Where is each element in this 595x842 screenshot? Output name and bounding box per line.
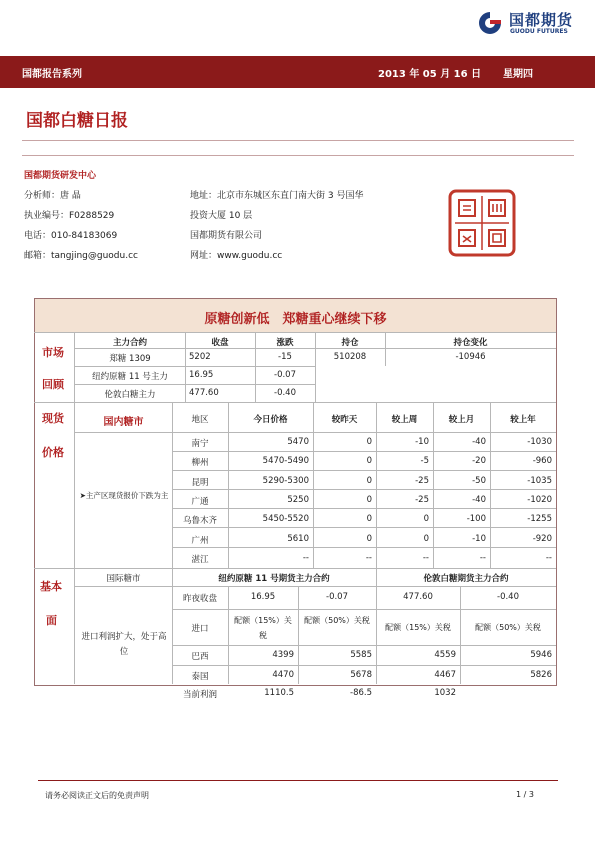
section-fund-a: 基本 [40, 580, 62, 593]
report-weekday: 星期四 [503, 69, 533, 80]
divider [22, 140, 574, 141]
market-header-close: 收盘 [211, 338, 229, 348]
page-number: 1 / 3 [516, 790, 534, 799]
grid-line [75, 586, 556, 587]
page-title: 国都白糖日报 [26, 111, 128, 131]
grid-line [34, 332, 556, 333]
grid-line [172, 451, 556, 452]
grid-line [172, 508, 556, 509]
spot-cell: 0 [366, 475, 372, 486]
fund-cell: 1110.5 [264, 688, 294, 698]
market-cell: 510208 [333, 352, 367, 362]
spot-region: 乌鲁木齐 [182, 516, 217, 527]
fund-cell: 4467 [434, 670, 456, 680]
footer-rule [38, 780, 558, 781]
grid-line [34, 402, 556, 403]
market-cell: -0.07 [274, 370, 296, 380]
grid-line [75, 384, 315, 385]
fund-cell: 1032 [434, 688, 456, 698]
license-number: 执业编号：F0288529 [24, 211, 115, 221]
market-header-oi: 持仓 [341, 338, 359, 348]
brand-logo [476, 8, 588, 38]
spot-cell: 5610 [287, 533, 309, 544]
market-cell: 477.60 [189, 388, 219, 398]
grid-line [34, 568, 556, 569]
fund-cell: 4399 [272, 650, 294, 660]
divider [22, 155, 574, 156]
grid-line [172, 527, 556, 528]
guodu-logo-icon [476, 10, 504, 36]
fund-row-label: 泰国 [191, 672, 209, 682]
grid-line [172, 547, 556, 548]
spot-header-price: 今日价格 [253, 415, 288, 425]
spot-cell: -1035 [527, 475, 552, 486]
spot-cell: -- [302, 552, 309, 563]
spot-region: 广州 [191, 535, 209, 546]
address-line-2: 投资大厦 10 层 [190, 211, 253, 221]
spot-cell: -50 [472, 475, 486, 486]
fund-cell: 5678 [350, 670, 372, 680]
website[interactable]: 网址：www.guodu.cc [190, 251, 283, 261]
spot-cell: -1030 [527, 437, 552, 447]
spot-region: 昆明 [191, 477, 209, 488]
research-center: 国都期货研发中心 [24, 171, 97, 181]
section-market-b: 回顾 [42, 378, 64, 391]
spot-region: 柳州 [191, 458, 209, 469]
section-market-a: 市场 [42, 346, 64, 359]
fund-row-label: 当前利润 [182, 690, 217, 700]
spot-cell: -- [545, 552, 552, 563]
market-cell: -0.40 [274, 388, 296, 398]
spot-cell: -25 [415, 494, 429, 505]
spot-cell: 5290-5300 [262, 475, 309, 486]
spot-header-region: 地区 [191, 415, 209, 425]
grid-line [172, 645, 556, 646]
intl-market-label: 国际糖市 [106, 574, 141, 584]
import-profit-note: 进口利润扩大，处于高位 [81, 632, 167, 657]
market-cell: 伦敦白糖主力 [104, 390, 156, 400]
spot-cell: 5450-5520 [262, 514, 309, 525]
spot-cell: -5 [420, 456, 429, 467]
grid-line [172, 470, 556, 471]
address-line-1: 地址：北京市东城区东直门南大街 3 号国华 [190, 191, 364, 201]
market-header-oi-change: 持仓变化 [453, 338, 488, 348]
report-series: 国都报告系列 [22, 69, 82, 80]
spot-cell: 0 [366, 514, 372, 525]
spot-cell: -960 [532, 456, 552, 467]
spot-cell: -10 [415, 437, 429, 447]
fund-cell: 5946 [530, 650, 552, 660]
fund-cell: 477.60 [403, 592, 433, 602]
spot-region: 湛江 [191, 554, 209, 565]
quota-50-label: 配额（50%）关税 [304, 616, 370, 625]
grid-line [75, 432, 556, 433]
spot-region: 南宁 [191, 439, 209, 449]
spot-header-vs-month: 较上月 [448, 415, 475, 425]
section-spot-b: 价格 [42, 446, 64, 459]
section-fund-b: 面 [46, 614, 57, 627]
email[interactable]: 邮箱：tangjing@guodu.cc [24, 251, 138, 261]
quota-50-label-ldn: 配额（50%）关税 [475, 623, 541, 632]
spot-cell: 0 [423, 533, 429, 544]
spot-cell: 0 [366, 494, 372, 505]
market-cell: 5202 [189, 352, 211, 362]
section-spot-a: 现货 [42, 412, 64, 425]
spot-cell: -- [365, 552, 372, 563]
brand-name-cn: 国都期货 [509, 11, 574, 29]
spot-cell: 0 [366, 437, 372, 447]
grid-line [172, 665, 556, 666]
spot-cell: 5470-5490 [262, 456, 309, 467]
ny-sugar-title: 纽约原糖 11 号期货主力合约 [218, 574, 330, 584]
fund-cell: 16.95 [250, 592, 276, 602]
spot-cell: -920 [532, 533, 552, 544]
disclaimer-link[interactable]: 请务必阅读正文后的免责声明 [45, 791, 149, 800]
spot-cell: -20 [472, 456, 486, 467]
spot-header-vs-week: 较上周 [391, 415, 418, 425]
headline: 原糖创新低 郑糖重心继续下移 [204, 312, 387, 327]
spot-cell: -40 [472, 494, 486, 505]
fund-cell: 4559 [434, 650, 456, 660]
grid-line [172, 609, 556, 610]
report-date: 2013 年 05 月 16 日 [378, 69, 482, 80]
london-sugar-title: 伦敦白糖期货主力合约 [423, 574, 509, 584]
spot-cell: -1255 [527, 514, 552, 525]
import-label: 进口 [191, 624, 209, 634]
fund-cell: 5585 [350, 650, 372, 660]
analyst: 分析师：唐 晶 [24, 191, 81, 201]
spot-cell: -1020 [527, 494, 552, 505]
spot-cell: -40 [472, 437, 486, 447]
fund-cell: 4470 [272, 670, 294, 680]
fund-cell: -86.5 [350, 688, 372, 698]
market-cell: -15 [278, 352, 292, 362]
grid-line [75, 366, 315, 367]
spot-region: 广通 [191, 496, 209, 507]
spot-header-vs-year: 较上年 [510, 415, 536, 425]
spot-cell: 0 [423, 514, 429, 525]
fund-cell: -0.07 [326, 592, 348, 602]
quota-15-label-ldn: 配额（15%）关税 [385, 623, 451, 632]
spot-cell: -- [479, 552, 486, 563]
fund-cell: -0.40 [497, 592, 519, 602]
market-header-contract: 主力合约 [112, 338, 147, 348]
market-cell: 16.95 [189, 370, 214, 380]
market-cell: 纽约原糖 11 号主力 [92, 372, 168, 382]
fund-cell: 5826 [530, 670, 552, 680]
phone: 电话：010-84183069 [24, 231, 118, 241]
spot-header-vs-yesterday: 较昨天 [331, 415, 358, 425]
fund-cell: 昨夜收盘 [182, 594, 217, 604]
spot-cell: -100 [466, 514, 486, 525]
spot-note: ➤主产区现货报价下跌为主 [79, 491, 169, 500]
quota-15-label: 配额（15%）关税 [234, 616, 292, 640]
spot-cell: -- [422, 552, 429, 563]
domestic-market-label: 国内糖市 [103, 417, 144, 428]
fund-row-label: 巴西 [191, 652, 209, 662]
company-seal-icon [447, 188, 517, 258]
spot-cell: 5470 [287, 437, 309, 447]
spot-cell: 0 [366, 533, 372, 544]
brand-name-en: GUODU FUTURES [510, 28, 568, 35]
spot-cell: 0 [366, 456, 372, 467]
market-cell: -10946 [455, 352, 486, 362]
company-name: 国都期货有限公司 [190, 231, 263, 241]
market-cell: 郑糖 1309 [109, 354, 151, 364]
spot-cell: -10 [472, 533, 486, 544]
spot-cell: 5250 [287, 494, 309, 505]
grid-line [172, 489, 556, 490]
market-header-change: 涨跌 [276, 338, 294, 348]
spot-cell: -25 [415, 475, 429, 486]
header-bar [0, 56, 595, 88]
headline-banner [35, 299, 556, 332]
